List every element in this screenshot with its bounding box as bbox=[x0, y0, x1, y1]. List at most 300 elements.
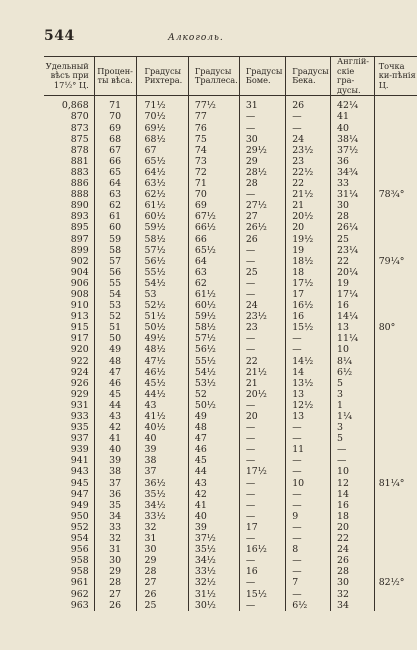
cell-boiling-point bbox=[374, 544, 417, 555]
cell-beck: 13½ bbox=[286, 378, 331, 389]
cell-boiling-point bbox=[374, 411, 417, 422]
cell-percent-weight: 40 bbox=[94, 444, 136, 455]
cell-english: 19 bbox=[331, 278, 375, 289]
cell-tralles: 66½ bbox=[188, 222, 239, 233]
cell-beck: — bbox=[286, 455, 331, 466]
cell-baume: 27½ bbox=[239, 200, 285, 211]
cell-beck: — bbox=[286, 500, 331, 511]
cell-beck: — bbox=[286, 489, 331, 500]
table-row bbox=[44, 134, 417, 145]
cell-richter: 52½ bbox=[136, 300, 188, 311]
cell-tralles: 33½ bbox=[188, 566, 239, 577]
cell-boiling-point bbox=[374, 145, 417, 156]
cell-baume: 28½ bbox=[239, 167, 285, 178]
cell-tralles: 57½ bbox=[188, 333, 239, 344]
cell-tralles: 74 bbox=[188, 145, 239, 156]
cell-richter: 28 bbox=[136, 566, 188, 577]
cell-richter: 29 bbox=[136, 555, 188, 566]
cell-beck: 19½ bbox=[286, 234, 331, 245]
cell-english: 22 bbox=[331, 256, 375, 267]
cell-specific-gravity: 941 bbox=[44, 455, 94, 466]
cell-tralles: 45 bbox=[188, 455, 239, 466]
cell-richter: 26 bbox=[136, 589, 188, 600]
cell-tralles: 49 bbox=[188, 411, 239, 422]
cell-english: 3 bbox=[331, 422, 375, 433]
cell-tralles: 42 bbox=[188, 489, 239, 500]
cell-specific-gravity: 888 bbox=[44, 189, 94, 200]
cell-specific-gravity: 933 bbox=[44, 411, 94, 422]
cell-percent-weight: 66 bbox=[94, 156, 136, 167]
cell-boiling-point bbox=[374, 500, 417, 511]
cell-richter: 48½ bbox=[136, 344, 188, 355]
table-row bbox=[44, 300, 417, 311]
cell-english: 10 bbox=[331, 344, 375, 355]
cell-boiling-point bbox=[374, 267, 417, 278]
cell-specific-gravity: 873 bbox=[44, 123, 94, 134]
cell-beck: — bbox=[286, 422, 331, 433]
cell-english: 36 bbox=[331, 156, 375, 167]
cell-boiling-point bbox=[374, 455, 417, 466]
table-header-row bbox=[44, 57, 417, 96]
cell-tralles: 32½ bbox=[188, 577, 239, 588]
cell-percent-weight: 51 bbox=[94, 322, 136, 333]
cell-richter: 32 bbox=[136, 522, 188, 533]
cell-specific-gravity: 947 bbox=[44, 489, 94, 500]
header-english: Англій-скіе гра-дусы. bbox=[331, 57, 375, 96]
header-boiling-point: Точка ки-пѣнія Ц. bbox=[374, 57, 417, 96]
cell-beck: 10 bbox=[286, 478, 331, 489]
cell-english: 22 bbox=[331, 533, 375, 544]
cell-specific-gravity: 893 bbox=[44, 211, 94, 222]
cell-specific-gravity: 881 bbox=[44, 156, 94, 167]
cell-boiling-point bbox=[374, 234, 417, 245]
table-row bbox=[44, 222, 417, 233]
cell-richter: 60½ bbox=[136, 211, 188, 222]
cell-baume: 23½ bbox=[239, 311, 285, 322]
cell-specific-gravity: 950 bbox=[44, 511, 94, 522]
cell-english: 14 bbox=[331, 489, 375, 500]
cell-tralles: 43 bbox=[188, 478, 239, 489]
cell-tralles: 35½ bbox=[188, 544, 239, 555]
cell-beck: 16 bbox=[286, 311, 331, 322]
cell-richter: 63½ bbox=[136, 178, 188, 189]
cell-baume: — bbox=[239, 400, 285, 411]
cell-boiling-point bbox=[374, 600, 417, 611]
cell-baume: — bbox=[239, 245, 285, 256]
cell-richter: 43 bbox=[136, 400, 188, 411]
cell-baume: 21½ bbox=[239, 367, 285, 378]
cell-boiling-point bbox=[374, 466, 417, 477]
cell-baume: — bbox=[239, 577, 285, 588]
cell-specific-gravity: 878 bbox=[44, 145, 94, 156]
cell-english: — bbox=[331, 455, 375, 466]
cell-percent-weight: 64 bbox=[94, 178, 136, 189]
cell-richter: 56½ bbox=[136, 256, 188, 267]
cell-percent-weight: 36 bbox=[94, 489, 136, 500]
cell-baume: 31 bbox=[239, 96, 285, 112]
cell-tralles: 40 bbox=[188, 511, 239, 522]
cell-tralles: 61½ bbox=[188, 289, 239, 300]
cell-specific-gravity: 924 bbox=[44, 367, 94, 378]
cell-beck: 19 bbox=[286, 245, 331, 256]
cell-beck: — bbox=[286, 344, 331, 355]
cell-specific-gravity: 910 bbox=[44, 300, 94, 311]
cell-baume: 29 bbox=[239, 156, 285, 167]
cell-baume: — bbox=[239, 344, 285, 355]
table-row bbox=[44, 245, 417, 256]
cell-boiling-point bbox=[374, 367, 417, 378]
cell-english: 34¾ bbox=[331, 167, 375, 178]
cell-baume: — bbox=[239, 478, 285, 489]
cell-beck: — bbox=[286, 533, 331, 544]
cell-tralles: 72 bbox=[188, 167, 239, 178]
table-row bbox=[44, 478, 417, 489]
cell-specific-gravity: 963 bbox=[44, 600, 94, 611]
cell-english: 16 bbox=[331, 500, 375, 511]
table-row bbox=[44, 356, 417, 367]
running-title: Алкоголь. bbox=[168, 33, 224, 43]
table-row bbox=[44, 200, 417, 211]
cell-boiling-point bbox=[374, 278, 417, 289]
cell-richter: 34½ bbox=[136, 500, 188, 511]
cell-percent-weight: 37 bbox=[94, 478, 136, 489]
cell-english: 5 bbox=[331, 433, 375, 444]
cell-baume: 22 bbox=[239, 356, 285, 367]
cell-richter: 44½ bbox=[136, 389, 188, 400]
cell-beck: 18½ bbox=[286, 256, 331, 267]
cell-percent-weight: 44 bbox=[94, 400, 136, 411]
cell-tralles: 62 bbox=[188, 278, 239, 289]
cell-beck: 13 bbox=[286, 389, 331, 400]
cell-percent-weight: 33 bbox=[94, 522, 136, 533]
cell-baume: 27 bbox=[239, 211, 285, 222]
cell-specific-gravity: 956 bbox=[44, 544, 94, 555]
table-row bbox=[44, 444, 417, 455]
cell-english: 23¼ bbox=[331, 245, 375, 256]
cell-percent-weight: 71 bbox=[94, 96, 136, 112]
cell-english: 42¼ bbox=[331, 96, 375, 112]
cell-richter: 39 bbox=[136, 444, 188, 455]
table-row bbox=[44, 234, 417, 245]
cell-percent-weight: 34 bbox=[94, 511, 136, 522]
cell-percent-weight: 50 bbox=[94, 333, 136, 344]
cell-boiling-point bbox=[374, 389, 417, 400]
cell-english: 11¼ bbox=[331, 333, 375, 344]
table-row bbox=[44, 555, 417, 566]
cell-english: 28 bbox=[331, 566, 375, 577]
cell-richter: 37 bbox=[136, 466, 188, 477]
cell-boiling-point bbox=[374, 222, 417, 233]
cell-baume: 23 bbox=[239, 322, 285, 333]
cell-baume: 25 bbox=[239, 267, 285, 278]
cell-percent-weight: 47 bbox=[94, 367, 136, 378]
cell-boiling-point bbox=[374, 200, 417, 211]
cell-richter: 41½ bbox=[136, 411, 188, 422]
cell-specific-gravity: 937 bbox=[44, 433, 94, 444]
cell-richter: 25 bbox=[136, 600, 188, 611]
cell-specific-gravity: 895 bbox=[44, 222, 94, 233]
cell-beck: 18 bbox=[286, 267, 331, 278]
cell-specific-gravity: 890 bbox=[44, 200, 94, 211]
cell-boiling-point bbox=[374, 400, 417, 411]
cell-percent-weight: 29 bbox=[94, 566, 136, 577]
cell-tralles: 44 bbox=[188, 466, 239, 477]
table-row bbox=[44, 400, 417, 411]
cell-percent-weight: 28 bbox=[94, 577, 136, 588]
page-number: 544 bbox=[44, 28, 75, 44]
cell-english: 28 bbox=[331, 211, 375, 222]
cell-beck: — bbox=[286, 589, 331, 600]
cell-beck: — bbox=[286, 433, 331, 444]
cell-beck: — bbox=[286, 123, 331, 134]
cell-tralles: 55½ bbox=[188, 356, 239, 367]
cell-boiling-point bbox=[374, 167, 417, 178]
cell-baume: — bbox=[239, 256, 285, 267]
cell-boiling-point bbox=[374, 311, 417, 322]
cell-baume: — bbox=[239, 278, 285, 289]
table-row bbox=[44, 533, 417, 544]
cell-tralles: 77 bbox=[188, 111, 239, 122]
cell-english: 20 bbox=[331, 522, 375, 533]
cell-boiling-point: 78¾° bbox=[378, 189, 405, 201]
cell-richter: 69½ bbox=[136, 123, 188, 134]
cell-percent-weight: 26 bbox=[94, 600, 136, 611]
cell-beck: 14 bbox=[286, 367, 331, 378]
cell-percent-weight: 38 bbox=[94, 466, 136, 477]
table-row bbox=[44, 289, 417, 300]
cell-beck: 16½ bbox=[286, 300, 331, 311]
cell-english: 32 bbox=[331, 589, 375, 600]
cell-richter: 67 bbox=[136, 145, 188, 156]
cell-beck: — bbox=[286, 111, 331, 122]
cell-richter: 55½ bbox=[136, 267, 188, 278]
cell-boiling-point bbox=[374, 589, 417, 600]
table-row bbox=[44, 600, 417, 611]
cell-tralles: 50½ bbox=[188, 400, 239, 411]
cell-baume: — bbox=[239, 444, 285, 455]
table-row bbox=[44, 522, 417, 533]
cell-richter: 70½ bbox=[136, 111, 188, 122]
cell-specific-gravity: 883 bbox=[44, 167, 94, 178]
cell-specific-gravity: 908 bbox=[44, 289, 94, 300]
cell-tralles: 77½ bbox=[188, 96, 239, 112]
cell-specific-gravity: 875 bbox=[44, 134, 94, 145]
cell-beck: 20 bbox=[286, 222, 331, 233]
cell-percent-weight: 49 bbox=[94, 344, 136, 355]
cell-boiling-point bbox=[374, 356, 417, 367]
cell-richter: 33½ bbox=[136, 511, 188, 522]
cell-baume: 28 bbox=[239, 178, 285, 189]
cell-baume: — bbox=[239, 433, 285, 444]
cell-specific-gravity: 904 bbox=[44, 267, 94, 278]
cell-specific-gravity: 0,868 bbox=[44, 96, 94, 112]
cell-english: 37½ bbox=[331, 145, 375, 156]
cell-specific-gravity: 945 bbox=[44, 478, 94, 489]
cell-specific-gravity: 897 bbox=[44, 234, 94, 245]
cell-english: 6½ bbox=[331, 367, 375, 378]
cell-specific-gravity: 952 bbox=[44, 522, 94, 533]
cell-percent-weight: 63 bbox=[94, 189, 136, 200]
header-baume: Градусы Боме. bbox=[239, 57, 285, 96]
cell-boiling-point bbox=[374, 433, 417, 444]
cell-richter: 68½ bbox=[136, 134, 188, 145]
cell-beck: 23 bbox=[286, 156, 331, 167]
cell-tralles: 69 bbox=[188, 200, 239, 211]
cell-english: 8¼ bbox=[331, 356, 375, 367]
cell-boiling-point bbox=[374, 211, 417, 222]
cell-specific-gravity: 961 bbox=[44, 577, 94, 588]
cell-percent-weight: 27 bbox=[94, 589, 136, 600]
cell-percent-weight: 46 bbox=[94, 378, 136, 389]
cell-richter: 59½ bbox=[136, 222, 188, 233]
cell-percent-weight: 67 bbox=[94, 145, 136, 156]
cell-specific-gravity: 906 bbox=[44, 278, 94, 289]
cell-beck: 21 bbox=[286, 200, 331, 211]
cell-boiling-point bbox=[374, 533, 417, 544]
cell-percent-weight: 70 bbox=[94, 111, 136, 122]
cell-percent-weight: 39 bbox=[94, 455, 136, 466]
cell-percent-weight: 60 bbox=[94, 222, 136, 233]
cell-richter: 51½ bbox=[136, 311, 188, 322]
cell-richter: 49½ bbox=[136, 333, 188, 344]
cell-specific-gravity: 962 bbox=[44, 589, 94, 600]
cell-beck: 17 bbox=[286, 289, 331, 300]
cell-boiling-point bbox=[374, 422, 417, 433]
cell-english: 33 bbox=[331, 178, 375, 189]
cell-english: 30 bbox=[331, 200, 375, 211]
cell-english: 14¼ bbox=[331, 311, 375, 322]
cell-beck: 22½ bbox=[286, 167, 331, 178]
cell-baume: 20 bbox=[239, 411, 285, 422]
cell-english: 26¼ bbox=[331, 222, 375, 233]
cell-specific-gravity: 913 bbox=[44, 311, 94, 322]
cell-boiling-point: 82½° bbox=[378, 577, 405, 589]
table-row bbox=[44, 544, 417, 555]
cell-boiling-point bbox=[374, 156, 417, 167]
cell-english: 34 bbox=[331, 600, 375, 611]
cell-tralles: 60½ bbox=[188, 300, 239, 311]
cell-baume: — bbox=[239, 123, 285, 134]
cell-beck: 11 bbox=[286, 444, 331, 455]
cell-richter: 38 bbox=[136, 455, 188, 466]
cell-tralles: 41 bbox=[188, 500, 239, 511]
cell-baume: — bbox=[239, 489, 285, 500]
cell-english: 40 bbox=[331, 123, 375, 134]
cell-beck: — bbox=[286, 333, 331, 344]
cell-english: 20¼ bbox=[331, 267, 375, 278]
cell-english: 1¼ bbox=[331, 411, 375, 422]
cell-boiling-point bbox=[374, 522, 417, 533]
cell-richter: 57½ bbox=[136, 245, 188, 256]
cell-boiling-point bbox=[374, 111, 417, 122]
cell-baume: — bbox=[239, 455, 285, 466]
cell-specific-gravity: 943 bbox=[44, 466, 94, 477]
cell-percent-weight: 45 bbox=[94, 389, 136, 400]
cell-beck: 6½ bbox=[286, 600, 331, 611]
cell-english: 16 bbox=[331, 300, 375, 311]
cell-percent-weight: 65 bbox=[94, 167, 136, 178]
cell-richter: 46½ bbox=[136, 367, 188, 378]
cell-percent-weight: 53 bbox=[94, 300, 136, 311]
table-row bbox=[44, 178, 417, 189]
table-row bbox=[44, 189, 417, 200]
cell-tralles: 52 bbox=[188, 389, 239, 400]
cell-percent-weight: 54 bbox=[94, 289, 136, 300]
cell-beck: — bbox=[286, 566, 331, 577]
cell-specific-gravity: 954 bbox=[44, 533, 94, 544]
cell-percent-weight: 52 bbox=[94, 311, 136, 322]
header-richter: Градусы Рихтера. bbox=[136, 57, 188, 96]
table-row bbox=[44, 511, 417, 522]
cell-english: 13 bbox=[331, 322, 375, 333]
table-row bbox=[44, 577, 417, 588]
table-row bbox=[44, 111, 417, 122]
cell-beck: 22 bbox=[286, 178, 331, 189]
cell-english: 25 bbox=[331, 234, 375, 245]
cell-beck: 8 bbox=[286, 544, 331, 555]
cell-boiling-point bbox=[374, 134, 417, 145]
cell-specific-gravity: 922 bbox=[44, 356, 94, 367]
cell-english: 26 bbox=[331, 555, 375, 566]
cell-specific-gravity: 902 bbox=[44, 256, 94, 267]
cell-richter: 40½ bbox=[136, 422, 188, 433]
cell-tralles: 37½ bbox=[188, 533, 239, 544]
cell-baume: 20½ bbox=[239, 389, 285, 400]
cell-boiling-point: 80° bbox=[378, 322, 396, 334]
cell-baume: 26 bbox=[239, 234, 285, 245]
cell-percent-weight: 58 bbox=[94, 245, 136, 256]
cell-boiling-point bbox=[374, 300, 417, 311]
cell-boiling-point bbox=[374, 566, 417, 577]
cell-boiling-point bbox=[374, 289, 417, 300]
cell-boiling-point bbox=[374, 333, 417, 344]
table-row bbox=[44, 378, 417, 389]
table-row bbox=[44, 322, 417, 333]
cell-richter: 47½ bbox=[136, 356, 188, 367]
cell-percent-weight: 68 bbox=[94, 134, 136, 145]
cell-baume: — bbox=[239, 189, 285, 200]
cell-percent-weight: 41 bbox=[94, 433, 136, 444]
cell-english: 38¼ bbox=[331, 134, 375, 145]
cell-richter: 35½ bbox=[136, 489, 188, 500]
cell-tralles: 66 bbox=[188, 234, 239, 245]
cell-tralles: 59½ bbox=[188, 311, 239, 322]
cell-percent-weight: 56 bbox=[94, 267, 136, 278]
table-row bbox=[44, 145, 417, 156]
cell-richter: 31 bbox=[136, 533, 188, 544]
cell-percent-weight: 62 bbox=[94, 200, 136, 211]
cell-beck: 20½ bbox=[286, 211, 331, 222]
cell-beck: — bbox=[286, 466, 331, 477]
cell-specific-gravity: 935 bbox=[44, 422, 94, 433]
table-row bbox=[44, 267, 417, 278]
cell-boiling-point: 79¼° bbox=[378, 255, 405, 267]
cell-english: 30 bbox=[331, 577, 375, 588]
cell-baume: 16 bbox=[239, 566, 285, 577]
cell-beck: 26 bbox=[286, 96, 331, 112]
cell-baume: — bbox=[239, 289, 285, 300]
cell-tralles: 73 bbox=[188, 156, 239, 167]
cell-percent-weight: 35 bbox=[94, 500, 136, 511]
cell-percent-weight: 42 bbox=[94, 422, 136, 433]
cell-baume: 21 bbox=[239, 378, 285, 389]
cell-boiling-point bbox=[374, 555, 417, 566]
cell-tralles: 76 bbox=[188, 123, 239, 134]
cell-percent-weight: 30 bbox=[94, 555, 136, 566]
table-row bbox=[44, 422, 417, 433]
cell-richter: 62½ bbox=[136, 189, 188, 200]
table-row bbox=[44, 466, 417, 477]
